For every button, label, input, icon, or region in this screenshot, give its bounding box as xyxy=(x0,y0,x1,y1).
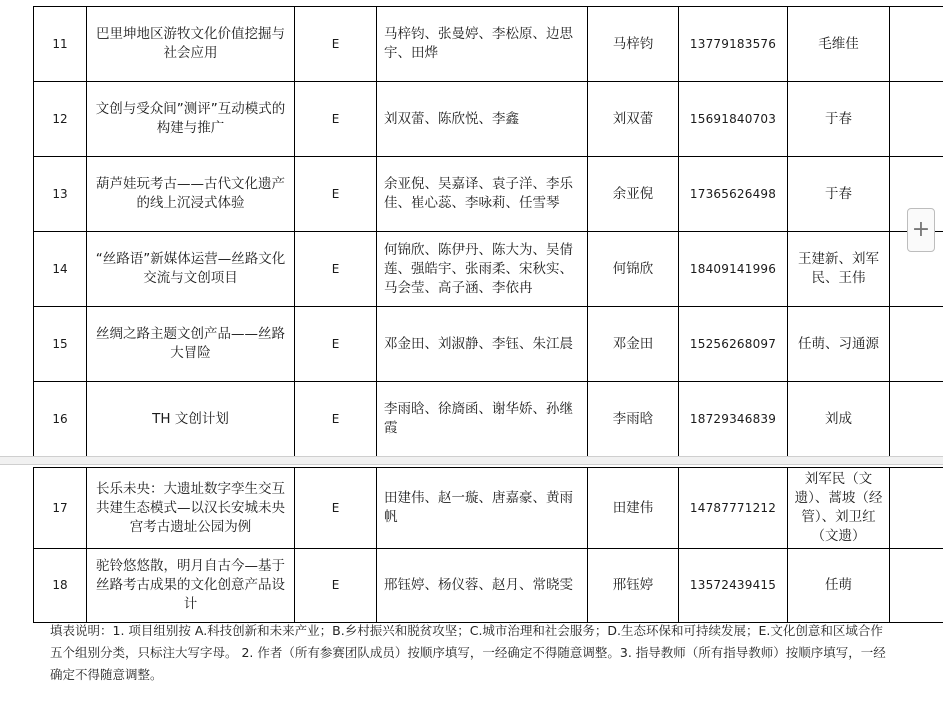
project-title: 驼铃悠悠散，明月自古今—基于丝路考古成果的文化创意产品设计 xyxy=(87,549,295,623)
plus-icon: + xyxy=(911,217,931,242)
group-letter: E xyxy=(295,232,377,307)
tutors: 毛维佳 xyxy=(788,7,890,82)
leader: 邢钰婷 xyxy=(588,549,679,623)
row-number: 13 xyxy=(34,157,87,232)
table-row xyxy=(34,232,943,307)
add-button[interactable] xyxy=(907,208,935,252)
authors: 马梓钧、张曼婷、李松原、边思宇、田烨 xyxy=(377,7,588,82)
row-number: 18 xyxy=(34,549,87,623)
table-row xyxy=(34,307,943,382)
leader: 邓金田 xyxy=(588,307,679,382)
group-letter: E xyxy=(295,82,377,157)
group-letter: E xyxy=(295,307,377,382)
tutors: 于春 xyxy=(788,157,890,232)
row-number: 16 xyxy=(34,382,87,457)
table-row xyxy=(34,82,943,157)
project-table-top xyxy=(33,6,943,457)
leader: 马梓钧 xyxy=(588,7,679,82)
group-letter: E xyxy=(295,382,377,457)
leader: 田建伟 xyxy=(588,468,679,549)
leader: 何锦欣 xyxy=(588,232,679,307)
phone: 18409141996 xyxy=(679,232,788,307)
table-row xyxy=(34,157,943,232)
tutors: 任萌 xyxy=(788,549,890,623)
empty-cell xyxy=(890,7,943,82)
group-letter: E xyxy=(295,157,377,232)
project-title: 丝绸之路主题文创产品——丝路大冒险 xyxy=(87,307,295,382)
project-title: 长乐未央：大遗址数字孪生交互共建生态模式—以汉长安城未央宫考古遗址公园为例 xyxy=(87,468,295,549)
tutors: 于春 xyxy=(788,82,890,157)
phone: 15256268097 xyxy=(679,307,788,382)
project-title: “丝路语”新媒体运营—丝路文化交流与文创项目 xyxy=(87,232,295,307)
group-letter: E xyxy=(295,7,377,82)
phone: 13572439415 xyxy=(679,549,788,623)
row-number: 11 xyxy=(34,7,87,82)
authors: 李雨晗、徐旖函、谢华娇、孙继霞 xyxy=(377,382,588,457)
table-row xyxy=(34,382,943,457)
tutors: 任萌、习通源 xyxy=(788,307,890,382)
empty-cell xyxy=(890,307,943,382)
project-table-bottom xyxy=(33,467,943,623)
group-letter: E xyxy=(295,468,377,549)
tutors: 刘成 xyxy=(788,382,890,457)
phone: 17365626498 xyxy=(679,157,788,232)
phone: 15691840703 xyxy=(679,82,788,157)
table-row xyxy=(34,549,943,623)
project-title: 巴里坤地区游牧文化价值挖掘与社会应用 xyxy=(87,7,295,82)
fill-instructions: 填表说明：1. 项目组别按 A.科技创新和未来产业；B.乡村振兴和脱贫攻坚；C.城市治理和社会服务；D.生态环保和可持续发展；E.文化创意和区域合作五个组别分类，只标注大写字母。 2. 作者（所有参赛团队成员）按顺序填写，一经确定不得随意调整。3. 指导教师（所有指导教师）按顺序填写，一经确定不得随意调整。 xyxy=(50,623,886,682)
group-letter: E xyxy=(295,549,377,623)
leader: 李雨晗 xyxy=(588,382,679,457)
tutors: 刘军民（文遗）、蒿坡（经管）、刘卫红（文遗） xyxy=(788,468,890,549)
row-number: 12 xyxy=(34,82,87,157)
phone: 13779183576 xyxy=(679,7,788,82)
phone: 14787771212 xyxy=(679,468,788,549)
project-title: 文创与受众间”测评”互动模式的构建与推广 xyxy=(87,82,295,157)
authors: 田建伟、赵一璇、唐嘉豪、黄雨帆 xyxy=(377,468,588,549)
authors: 余亚倪、吴嘉译、袁子洋、李乐佳、崔心蕊、李咏莉、任雪琴 xyxy=(377,157,588,232)
empty-cell xyxy=(890,549,943,623)
project-title: TH 文创计划 xyxy=(87,382,295,457)
page-break xyxy=(0,456,943,465)
project-title: 葫芦娃玩考古——古代文化遗产的线上沉浸式体验 xyxy=(87,157,295,232)
authors: 邢钰婷、杨仪蓉、赵月、常晓雯 xyxy=(377,549,588,623)
leader: 刘双蕾 xyxy=(588,82,679,157)
table-row xyxy=(34,7,943,82)
row-number: 15 xyxy=(34,307,87,382)
tutors: 王建新、刘军民、王伟 xyxy=(788,232,890,307)
leader: 余亚倪 xyxy=(588,157,679,232)
empty-cell xyxy=(890,382,943,457)
authors: 刘双蕾、陈欣悦、李鑫 xyxy=(377,82,588,157)
empty-cell xyxy=(890,82,943,157)
authors: 何锦欣、陈伊丹、陈大为、吴倩莲、强皓宇、张雨柔、宋秋实、马会莹、高子涵、李依冉 xyxy=(377,232,588,307)
row-number: 17 xyxy=(34,468,87,549)
row-number: 14 xyxy=(34,232,87,307)
table-row xyxy=(34,468,943,549)
authors: 邓金田、刘淑静、李钰、朱江晨 xyxy=(377,307,588,382)
phone: 18729346839 xyxy=(679,382,788,457)
empty-cell xyxy=(890,468,943,549)
